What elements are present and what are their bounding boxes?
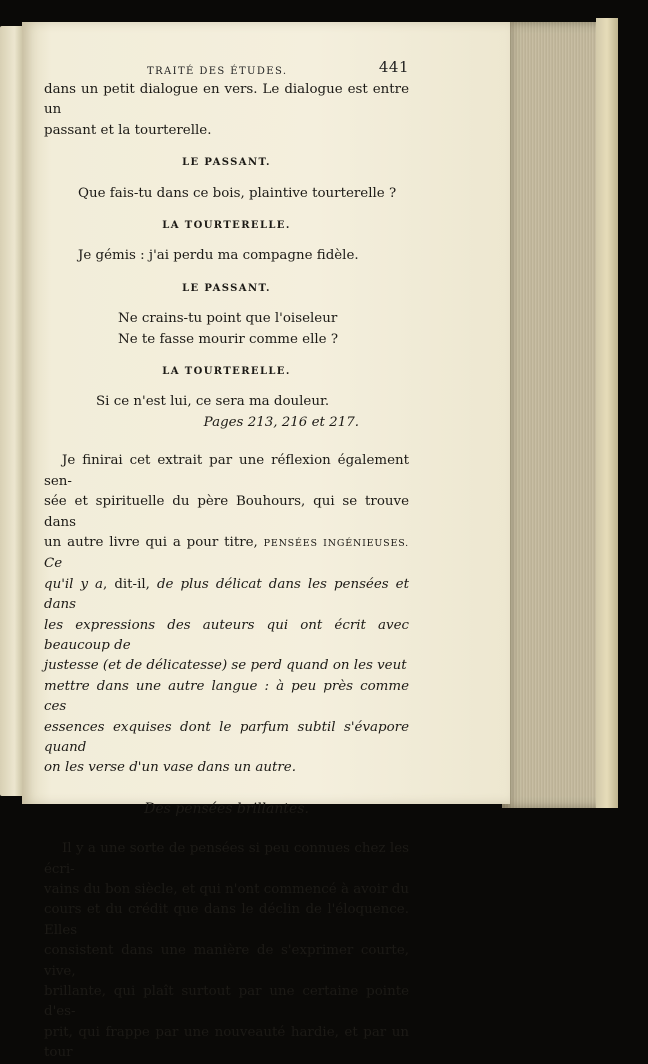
paragraph-1-line: essences exquises dont le parfum subtil s'évapore quand bbox=[44, 719, 409, 755]
speaker-label: LE PASSANT. bbox=[182, 157, 271, 169]
paragraph-1-line bbox=[44, 656, 409, 676]
paragraph-2-line: brillante, qui plaît surtout par une certaine pointe d'es- bbox=[44, 984, 409, 1020]
paragraph-1-line: sée et spirituelle du père Bouhours, qui se trouve dans bbox=[44, 494, 409, 530]
verse-line: Je gémis : j'ai perdu ma compagne fidèle. bbox=[78, 248, 359, 264]
text-run-italic: Ce bbox=[44, 556, 63, 572]
paragraph-1-line bbox=[44, 533, 409, 575]
left-page-edge bbox=[0, 26, 24, 796]
speaker-label: LE PASSANT. bbox=[182, 282, 271, 294]
paragraph-2-line: consistent dans une manière de s'exprimer courte, vive, bbox=[44, 943, 409, 979]
paragraph-1-line: Je finirai cet extrait par une réflexion également sen- bbox=[44, 453, 409, 489]
paragraph-2-line: vains du bon siècle, et qui n'ont commencé à avoir du bbox=[44, 882, 409, 897]
running-header bbox=[147, 58, 409, 80]
text-run-italic: de plus délicat dans les pensées et dans bbox=[44, 576, 409, 613]
reference-pages: Pages 213, 216 bbox=[203, 414, 308, 430]
paragraph-1-line: on les verse d'un vase dans un autre. bbox=[44, 760, 296, 776]
text-run-italic: et de délicatesse bbox=[108, 658, 222, 674]
paragraph-2-line: cours et du crédit que dans le déclin de l'éloquence. Elles bbox=[44, 902, 409, 938]
verse-line: Que fais-tu dans ce bois, plaintive tourterelle ? bbox=[78, 185, 397, 201]
speaker-label: LA TOURTERELLE. bbox=[162, 220, 291, 232]
paragraph-1-line: mettre dans une autre langue : à peu près comme ces bbox=[44, 678, 409, 715]
paragraph-2-line: prit, qui frappe par une nouveauté hardie, et par un tour bbox=[44, 1024, 409, 1061]
text-run-italic: ) se perd quand on les veut bbox=[221, 658, 407, 674]
page-text bbox=[44, 80, 409, 1064]
intro-line-1: dans un petit dialogue en vers. Le dialogue est entre un bbox=[44, 82, 409, 118]
intro-line-2: passant et la tourterelle. bbox=[44, 122, 212, 138]
text-run: , dit-il, bbox=[103, 576, 150, 592]
running-title: TRAITÉ DES ÉTUDES. bbox=[147, 66, 288, 77]
verse-line: Si ce n'est lui, ce sera ma douleur. bbox=[96, 394, 330, 410]
paragraph-1-line: les expressions des auteurs qui ont écrit avec beaucoup de bbox=[44, 617, 409, 653]
verse-line: Ne te fasse mourir comme elle ? bbox=[118, 331, 339, 347]
paragraph-1-line bbox=[44, 575, 409, 616]
text-run-italic: qu'il y a bbox=[44, 576, 104, 592]
reference-end: 217. bbox=[329, 414, 359, 430]
text-run-italic: justesse ( bbox=[44, 658, 109, 674]
verse-line: Ne crains-tu point que l'oiseleur bbox=[118, 311, 338, 327]
speaker-label: LA TOURTERELLE. bbox=[162, 366, 291, 378]
reference-et: et bbox=[311, 414, 325, 430]
page-reference bbox=[44, 413, 409, 433]
paragraph-2-line: Il y a une sorte de pensées si peu connues chez les écri- bbox=[44, 841, 409, 877]
text-run: un autre livre qui a pour titre, bbox=[44, 534, 258, 550]
book-title-smallcaps: PENSÉES INGÉNIEUSES. bbox=[263, 537, 409, 549]
page-number: 441 bbox=[378, 58, 409, 76]
book-fore-edge bbox=[596, 18, 618, 808]
section-title: Des pensées brillantes. bbox=[144, 800, 309, 817]
